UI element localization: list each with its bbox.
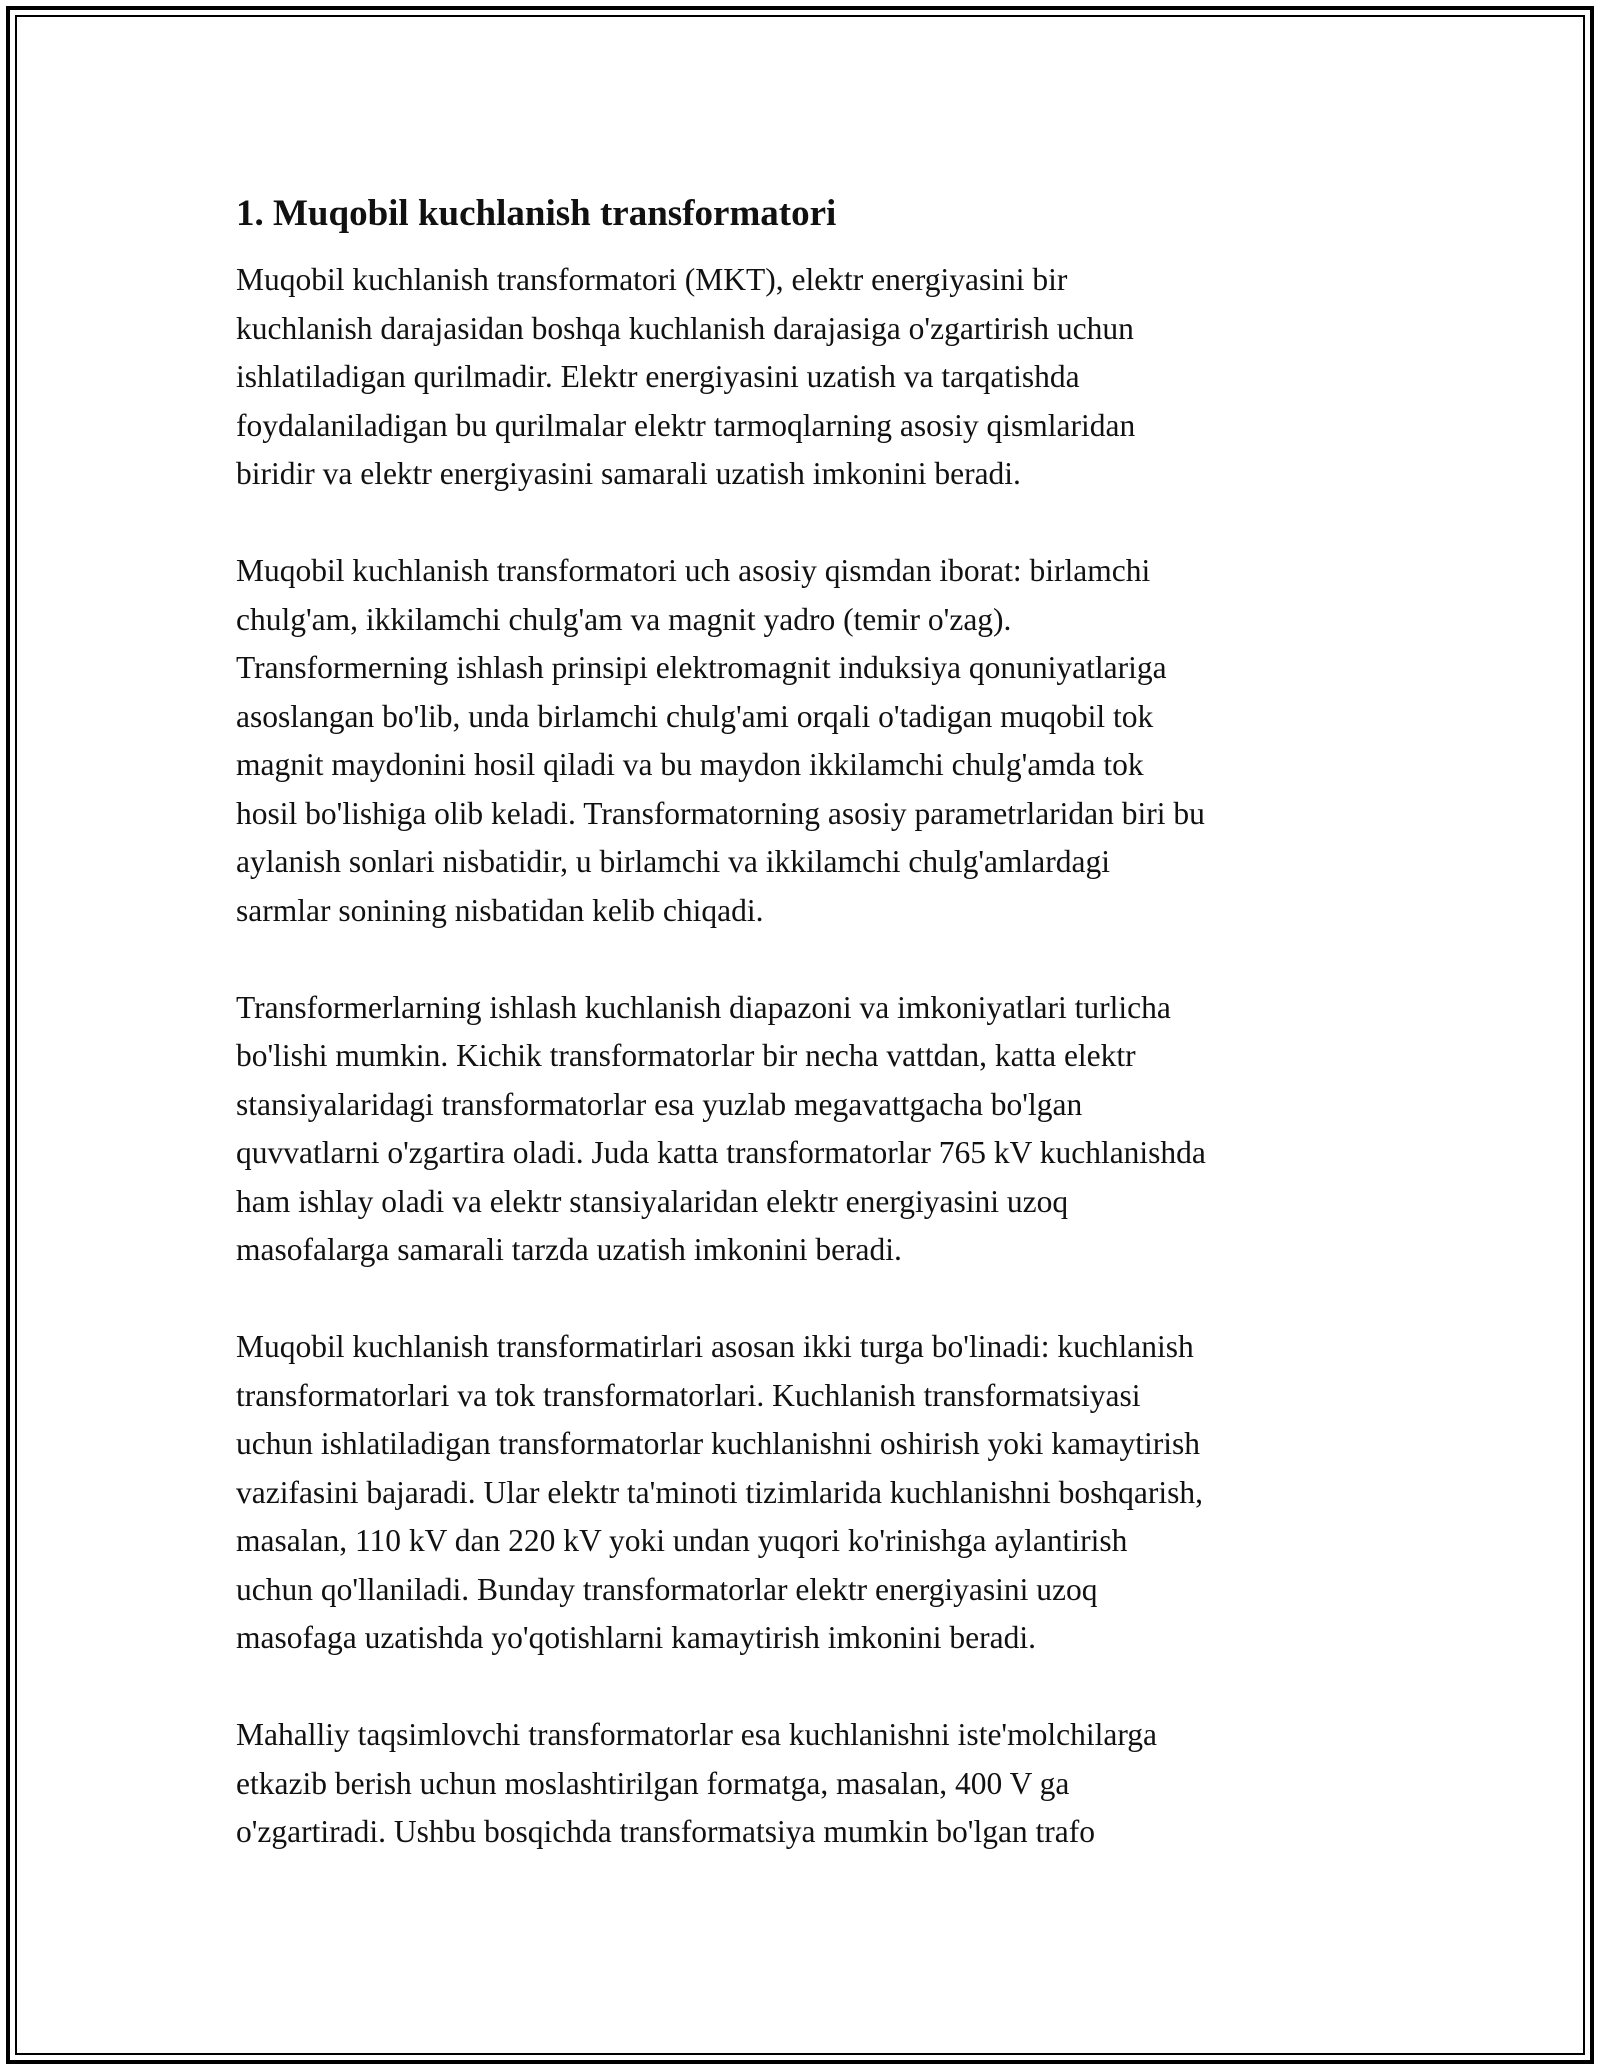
paragraph <box>236 1711 1376 1857</box>
paragraph-line: Muqobil kuchlanish transformatori (MKT), elektr energiyasini bir <box>236 262 1068 297</box>
paragraph-line: masofalarga samarali tarzda uzatish imkonini beradi. <box>236 1232 902 1267</box>
section-heading: 1. Muqobil kuchlanish transformatori <box>236 193 837 234</box>
paragraph <box>236 547 1376 935</box>
paragraph-line: masalan, 110 kV dan 220 kV yoki undan yuqori ko'rinishga aylantirish <box>236 1523 1128 1558</box>
paragraphs-container <box>236 256 1376 1857</box>
paragraph-line: Mahalliy taqsimlovchi transformatorlar esa kuchlanishni iste'molchilarga <box>236 1717 1157 1752</box>
paragraph-line: Muqobil kuchlanish transformatirlari asosan ikki turga bo'linadi: kuchlanish <box>236 1329 1194 1364</box>
paragraph-line: uchun ishlatiladigan transformatorlar kuchlanishni oshirish yoki kamaytirish <box>236 1426 1201 1461</box>
paragraph-line: Transformerlarning ishlash kuchlanish diapazoni va imkoniyatlari turlicha <box>236 989 1171 1025</box>
paragraph-line: Muqobil kuchlanish transformatori uch asosiy qismdan iborat: birlamchi <box>236 553 1151 588</box>
paragraph-line: o'zgartiradi. Ushbu bosqichda transformatsiya mumkin bo'lgan trafo <box>236 1814 1096 1849</box>
paragraph-line: chulg'am, ikkilamchi chulg'am va magnit yadro (temir o'zag). <box>236 601 1012 637</box>
paragraph-line: etkazib berish uchun moslashtirilgan formatga, masalan, 400 V ga <box>236 1765 1070 1801</box>
paragraph-line: magnit maydonini hosil qiladi va bu maydon ikkilamchi chulg'amda tok <box>236 747 1144 782</box>
paragraph-line: transformatorlari va tok transformatorlari. Kuchlanish transformatsiyasi <box>236 1377 1141 1413</box>
paragraph-line: kuchlanish darajasidan boshqa kuchlanish darajasiga o'zgartirish uchun <box>236 310 1134 346</box>
paragraph <box>236 1323 1376 1663</box>
paragraph-line: bo'lishi mumkin. Kichik transformatorlar bir necha vattdan, katta elektr <box>236 1038 1136 1073</box>
paragraph-line: Transformerning ishlash prinsipi elektromagnit induksiya qonuniyatlariga <box>236 650 1167 685</box>
paragraph-line: aylanish sonlari nisbatidir, u birlamchi va ikkilamchi chulg'amlardagi <box>236 844 1110 879</box>
paragraph-line: ishlatiladigan qurilmadir. Elektr energiyasini uzatish va tarqatishda <box>236 359 1080 394</box>
paragraph-line: uchun qo'llaniladi. Bunday transformatorlar elektr energiyasini uzoq <box>236 1571 1098 1607</box>
paragraph <box>236 984 1376 1275</box>
document-body <box>236 186 1376 1905</box>
paragraph-line: stansiyalaridagi transformatorlar esa yuzlab megavattgacha bo'lgan <box>236 1086 1083 1122</box>
paragraph-line: hosil bo'lishiga olib keladi. Transformatorning asosiy parametrlaridan biri bu <box>236 795 1205 831</box>
paragraph-line: biridir va elektr energiyasini samarali uzatish imkonini beradi. <box>236 456 1021 491</box>
paragraph-line: foydalaniladigan bu qurilmalar elektr tarmoqlarning asosiy qismlaridan <box>236 407 1136 443</box>
paragraph-line: masofaga uzatishda yo'qotishlarni kamaytirish imkonini beradi. <box>236 1620 1036 1655</box>
paragraph <box>236 256 1376 499</box>
paragraph-line: quvvatlarni o'zgartira oladi. Juda katta transformatorlar 765 kV kuchlanishda <box>236 1135 1206 1170</box>
paragraph-line: ham ishlay oladi va elektr stansiyalaridan elektr energiyasini uzoq <box>236 1183 1069 1219</box>
paragraph-line: sarmlar sonining nisbatidan kelib chiqadi. <box>236 892 764 928</box>
paragraph-line: asoslangan bo'lib, unda birlamchi chulg'ami orqali o'tadigan muqobil tok <box>236 698 1154 734</box>
paragraph-line: vazifasini bajaradi. Ular elektr ta'minoti tizimlarida kuchlanishni boshqarish, <box>236 1474 1204 1510</box>
